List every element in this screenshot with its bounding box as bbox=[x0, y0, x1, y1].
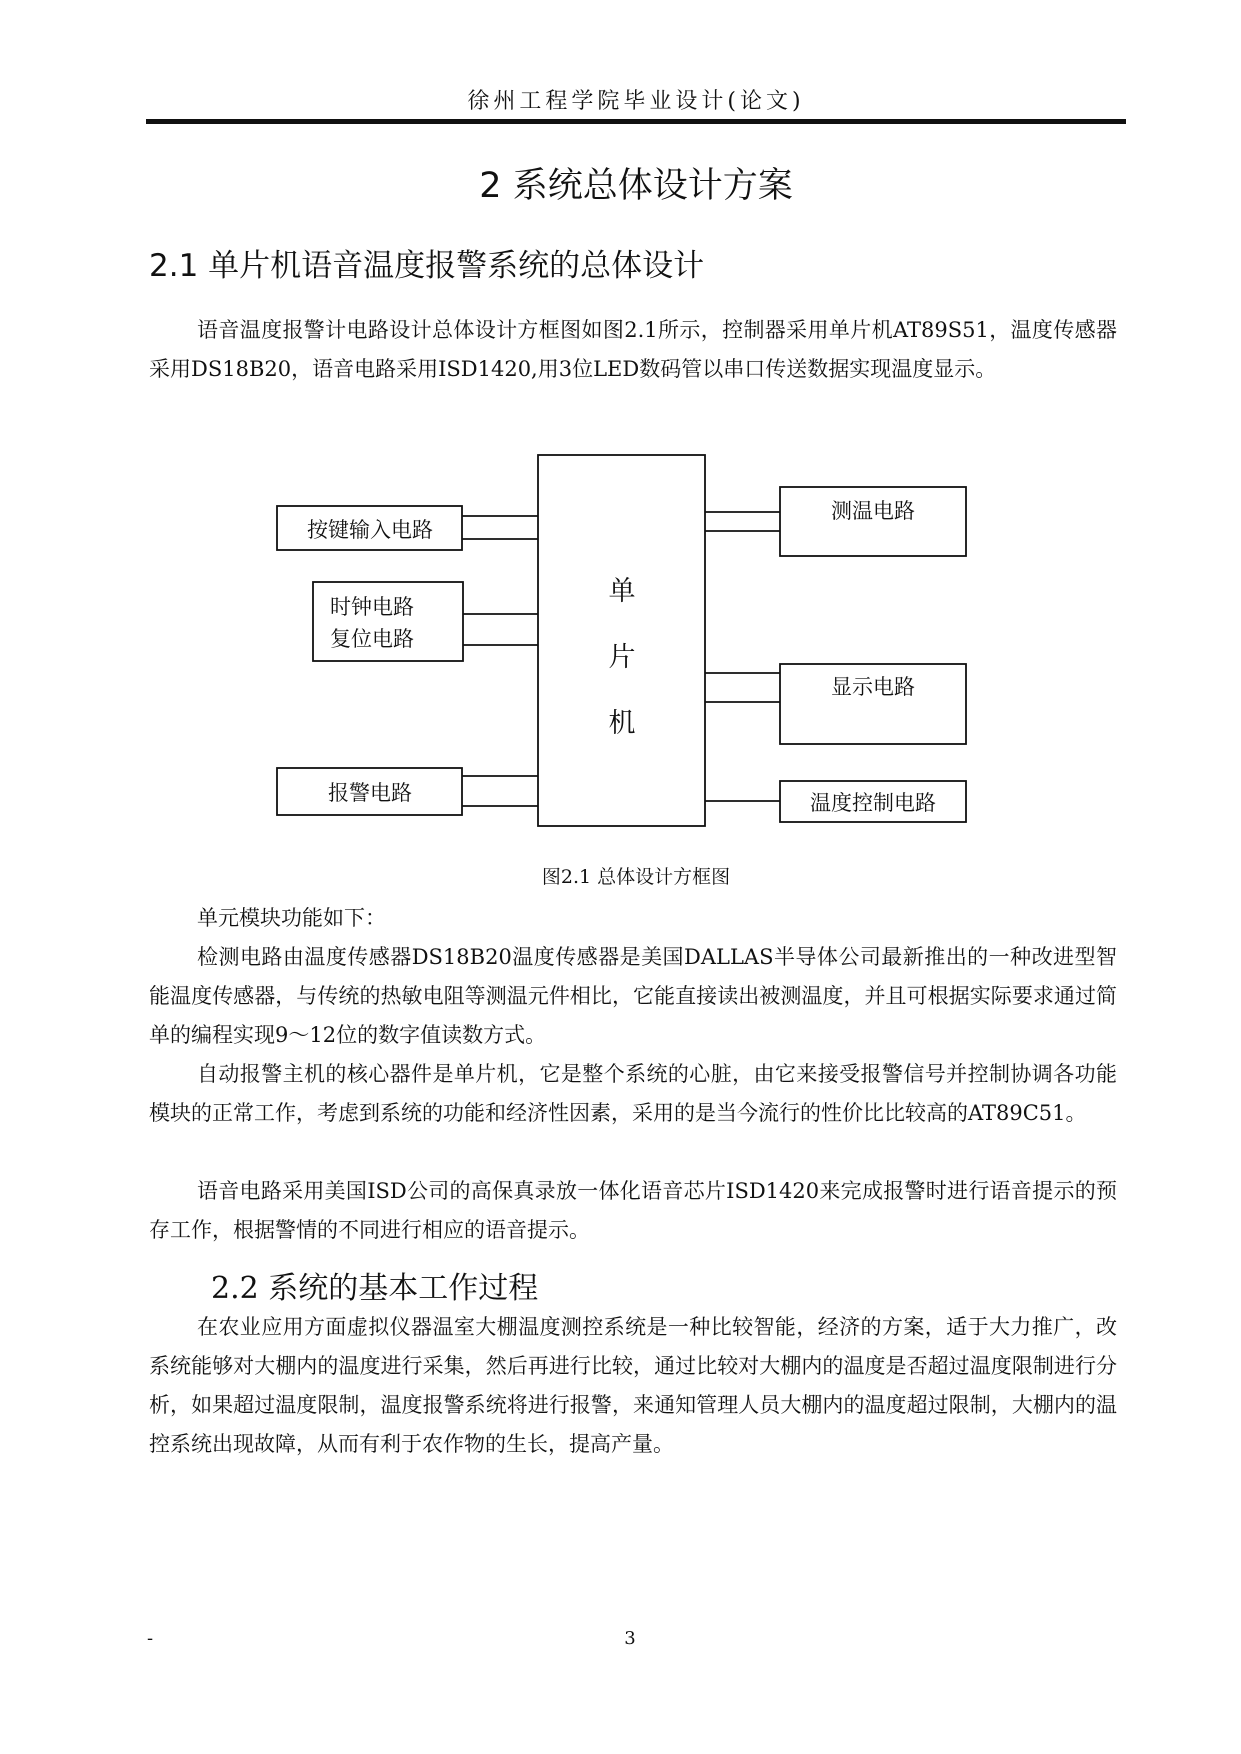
key-input-label: 按键输入电路 bbox=[307, 518, 433, 542]
section-title-2-2: 2.2 系统的基本工作过程 bbox=[211, 1271, 539, 1306]
intro-paragraph: 语音温度报警计电路设计总体设计方框图如图2.1所示，控制器采用单片机AT89S51，温度传感器采用DS18B20，语音电路采用ISD1420,用3位LED数码管以串口传送数据实现温度显示。 bbox=[149, 318, 1117, 381]
voice-paragraph: 语音电路采用美国ISD公司的高保真录放一体化语音芯片ISD1420来完成报警时进行语音提示的预存工作，根据警情的不同进行相应的语音提示。 bbox=[149, 1179, 1117, 1242]
units-intro-paragraph: 单元模块功能如下： bbox=[197, 906, 386, 930]
temp-measure-label: 测温电路 bbox=[831, 499, 915, 523]
page-number: 3 bbox=[624, 1628, 636, 1649]
mcu-label-3: 机 bbox=[608, 708, 636, 739]
running-header: 徐州工程学院毕业设计(论文) bbox=[467, 89, 805, 114]
mcu-label-2: 片 bbox=[608, 642, 636, 673]
footer-mark: - bbox=[147, 1628, 154, 1649]
reset-label: 复位电路 bbox=[330, 627, 414, 651]
mcu-label-1: 单 bbox=[608, 576, 636, 607]
mcu-box bbox=[538, 455, 705, 826]
process-paragraph: 在农业应用方面虚拟仪器温室大棚温度测控系统是一种比较智能，经济的方案，适于大力推广，改系统能够对大棚内的温度进行采集，然后再进行比较，通过比较对大棚内的温度是否超过温度限制进行分析，如果超过温度限制，温度报警系统将进行报警，来通知管理人员大棚内的温度超过限制，大棚内的温控系统出现故障，从而有利于农作物的生长，提高产量。 bbox=[149, 1315, 1117, 1456]
core-paragraph: 自动报警主机的核心器件是单片机，它是整个系统的心脏，由它来接受报警信号并控制协调各功能模块的正常工作，考虑到系统的功能和经济性因素，采用的是当今流行的性价比比较高的AT89C51。 bbox=[149, 1062, 1117, 1125]
clock-label: 时钟电路 bbox=[330, 595, 414, 619]
detect-paragraph: 检测电路由温度传感器DS18B20温度传感器是美国DALLAS半导体公司最新推出的一种改进型智能温度传感器，与传统的热敏电阻等测温元件相比，它能直接读出被测温度，并且可根据实际要求通过简单的编程实现9～12位的数字值读数方式。 bbox=[149, 945, 1117, 1047]
figure-caption: 图2.1 总体设计方框图 bbox=[541, 866, 731, 888]
temp-control-label: 温度控制电路 bbox=[810, 791, 936, 815]
display-label: 显示电路 bbox=[831, 675, 915, 699]
section-title-2-1: 2.1 单片机语音温度报警系统的总体设计 bbox=[149, 248, 705, 284]
chapter-title: 2 系统总体设计方案 bbox=[479, 166, 793, 206]
alarm-label: 报警电路 bbox=[328, 781, 412, 805]
